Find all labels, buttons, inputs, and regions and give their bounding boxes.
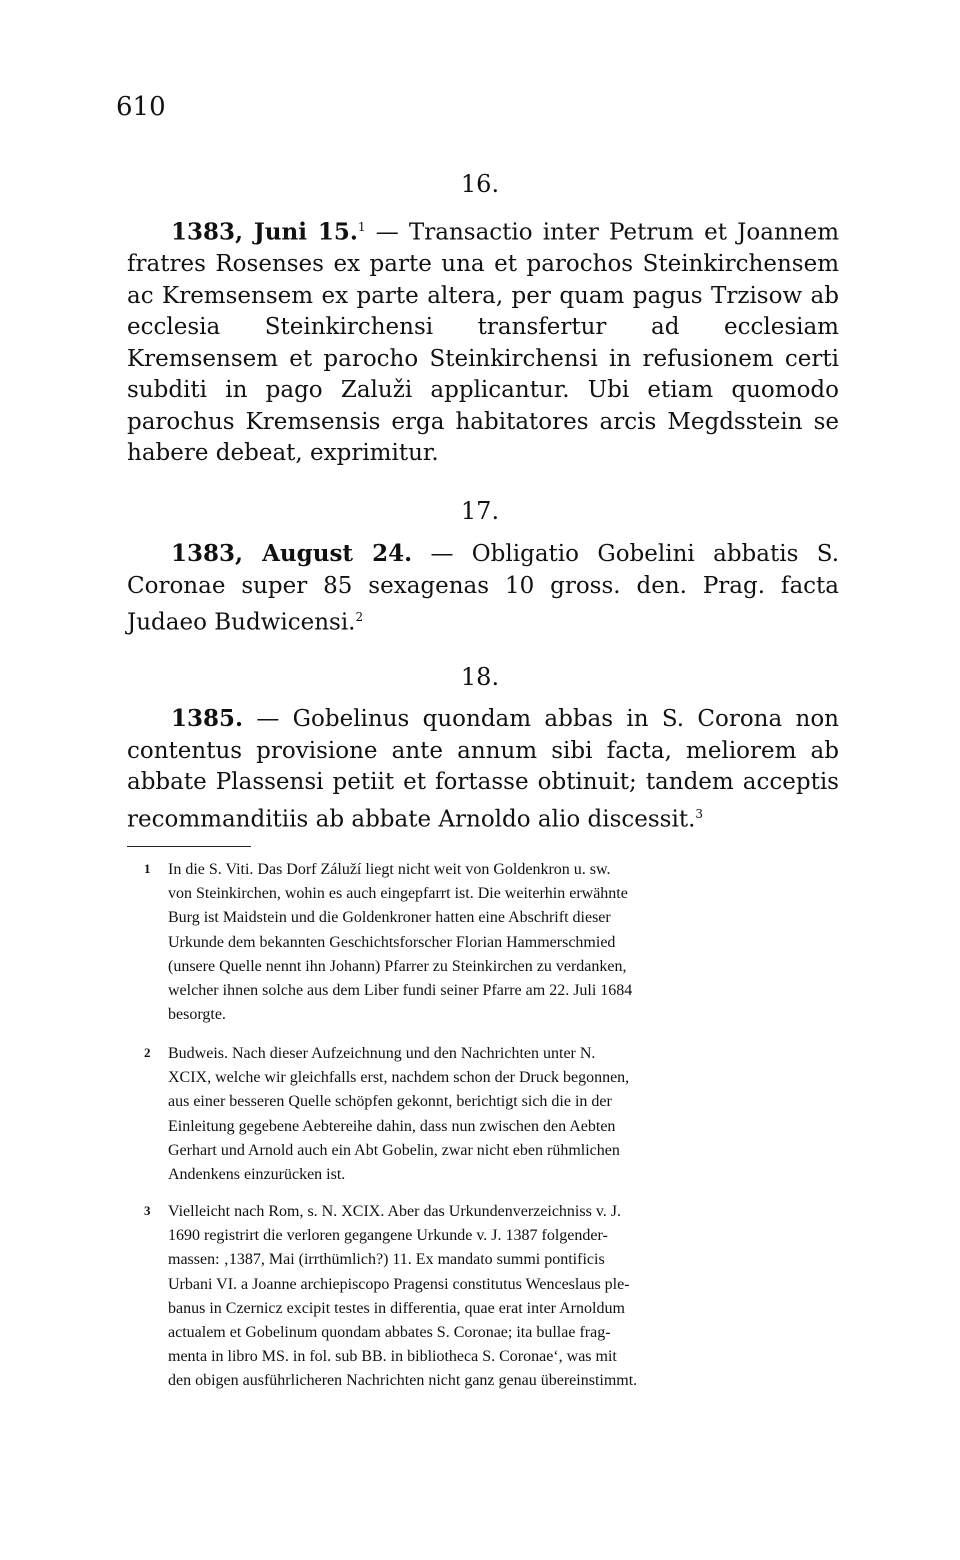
entry-text-17 — [127, 538, 839, 639]
footnote-line: den obigen ausführlicheren Nachrichten nicht ganz genau übereinstimmt. — [168, 1372, 638, 1390]
footnote-line: Burg ist Maidstein und die Goldenkroner hatten eine Abschrift dieser — [168, 909, 611, 927]
footnote-line: von Steinkirchen, wohin es auch eingepfarrt ist. Die weiterhin erwähnte — [168, 885, 628, 903]
footnote-line: aus einer besseren Quelle schöpfen gekonnt, berichtigt sich die in der — [168, 1093, 612, 1111]
footnote-line: In die S. Viti. Das Dorf Záluží liegt nicht weit von Goldenkron u. sw. — [168, 861, 611, 878]
page-number: 610 — [116, 92, 166, 122]
footnote-ref: 1 — [357, 220, 366, 234]
entry-number-17: 17. — [460, 497, 500, 525]
entry-body: — Obligatio Gobelini abbatis S. Coronae super 85 sexagenas 10 gross. den. Prag. facta Judaeo Budwicensi. — [127, 541, 840, 636]
entry-body: Petrum et Joannem fratres Rosenses ex parte una et parochos Steinkirchensem ac Kremsensem ex parte altera, per quam pagus Trzisow ab ecclesia Steinkirchensi transfertur ad ecclesiam Kremsensem et parocho Steinkirchensi in refusionem certi subditi in pago Zaluži applicantur. Ubi etiam quomodo parochus Kremsensis erga habitatores arcis Megdsstein se habere debeat, exprimitur. — [127, 219, 840, 467]
entry-date: 1385. — [171, 705, 244, 732]
footnote-body — [146, 858, 838, 1027]
entry-text-16 — [127, 212, 839, 470]
footnote-line: Urkunde dem bekannten Geschichtsforscher Florian Hammerschmied — [168, 933, 616, 951]
footnote-line: Urbani VI. a Joanne archiepiscopo Pragensi constitutus Wenceslaus ple- — [168, 1275, 630, 1293]
entry-date: 1383, Juni 15. — [171, 218, 358, 246]
footnote-line: Budweis. Nach dieser Aufzeichnung und den Nachrichten unter N. — [168, 1045, 596, 1062]
footnote-3 — [146, 1200, 838, 1394]
footnote-line: welcher ihnen solche aus dem Liber fundi seiner Pfarre am 22. Juli 1684 — [168, 982, 633, 1000]
footnote-line: menta in libro MS. in fol. sub BB. in bibliotheca S. Coronae‘, was mit — [168, 1348, 617, 1366]
footnote-mark: 1 — [144, 861, 151, 876]
footnote-line: besorgte. — [168, 1006, 226, 1024]
footnote-line: 1690 registrirt die verloren gegangene Urkunde v. J. 1387 folgender- — [168, 1227, 608, 1245]
footnote-line: Vielleicht nach Rom, s. N. XCIX. Aber das Urkundenverzeichniss v. J. — [168, 1203, 622, 1220]
footnote-ref: 2 — [355, 610, 364, 624]
footnote-line: banus in Czernicz excipit testes in differentia, quae erat inter Arnoldum — [168, 1299, 625, 1317]
entry-date: 1383, August 24. — [171, 540, 413, 567]
footnote-line: Einleitung gegebene Aebtereihe dahin, dass nun zwischen den Aebten — [168, 1117, 616, 1135]
footnote-mark: 2 — [144, 1045, 151, 1060]
footnote-body — [146, 1042, 838, 1187]
footnote-mark: 3 — [144, 1203, 151, 1218]
footnote-line: Andenkens einzurücken ist. — [168, 1166, 346, 1184]
footnote-ref: 3 — [695, 806, 704, 821]
entry-number-16: 16. — [460, 170, 500, 198]
footnote-line: XCIX, welche wir gleichfalls erst, nachdem schon der Druck begonnen, — [168, 1069, 630, 1087]
footnote-line: actualem et Gobelinum quondam abbates S. Coronae; ita bullae frag- — [168, 1324, 611, 1342]
entry-body: — Transactio inter — [365, 219, 610, 246]
footnote-2 — [146, 1042, 838, 1187]
footnote-1 — [146, 858, 838, 1027]
entry-text-18 — [127, 703, 839, 836]
footnote-line: Gerhart und Arnold auch ein Abt Gobelin, zwar nicht eben rühmlichen — [168, 1141, 620, 1159]
footnote-line: (unsere Quelle nennt ihn Johann) Pfarrer zu Steinkirchen zu verdanken, — [168, 957, 627, 975]
entry-number-18: 18. — [460, 663, 500, 691]
footnote-divider — [127, 846, 251, 847]
footnote-body — [146, 1200, 838, 1394]
entry-body: — Gobelinus quondam abbas in S. Corona non contentus provisione ante annum sibi facta, meliorem ab abbate Plassensi petiit et fortasse obtinuit; tandem acceptis recommanditiis ab abbate Arnoldo alio discessit. — [127, 706, 839, 833]
footnote-line: massen: ‚1387, Mai (irrthümlich?) 11. Ex mandato summi pontificis — [168, 1251, 605, 1269]
